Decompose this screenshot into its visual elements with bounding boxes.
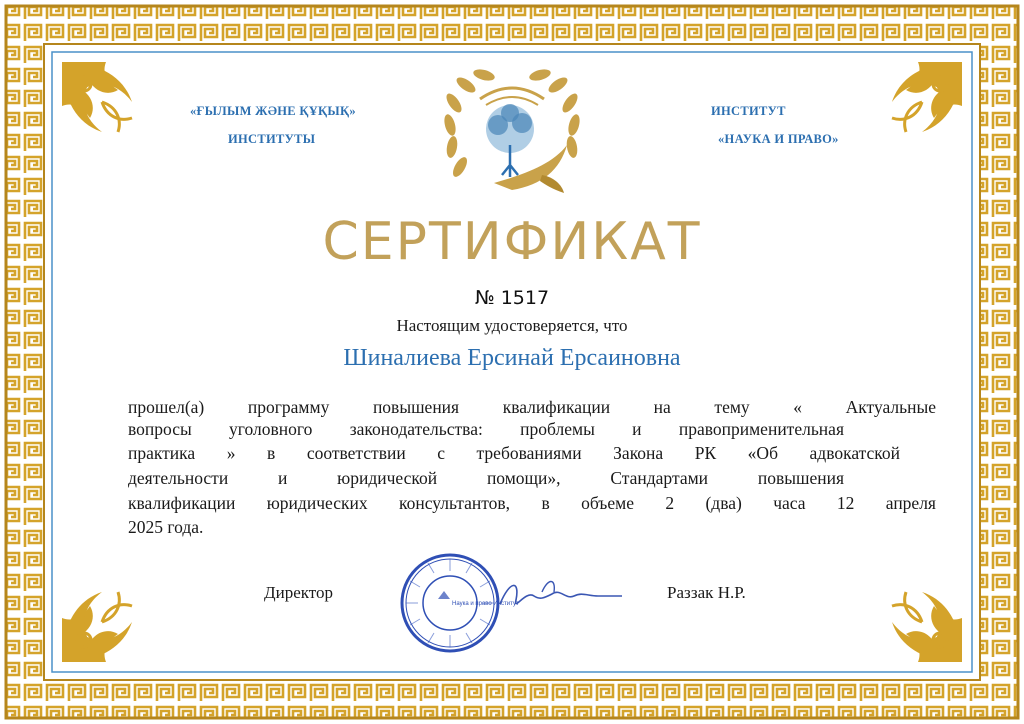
header-left-line1: «ҒЫЛЫМ ЖӘНЕ ҚҰҚЫҚ» bbox=[190, 104, 356, 118]
director-label: Директор bbox=[264, 583, 333, 602]
body-line-6: 2025 года. bbox=[128, 517, 204, 537]
certificate-title: СЕРТИФИКАТ bbox=[322, 212, 702, 272]
header-left-line2: ИНСТИТУТЫ bbox=[228, 132, 316, 146]
header-right-line1: ИНСТИТУТ bbox=[711, 104, 786, 118]
body-line-4: деятельности и юридической помощи», Стандартами повышения bbox=[128, 468, 844, 488]
body-line-1: прошел(а) программу повышения квалификации на тему « Актуальные bbox=[128, 397, 936, 417]
certificate-number: № 1517 bbox=[474, 287, 550, 309]
body-line-5: квалификации юридических консультантов, в объеме 2 (два) часа 12 апреля bbox=[128, 493, 936, 513]
body-line-2: вопросы уголовного законодательства: проблемы и правоприменительная bbox=[128, 419, 844, 439]
intro-text: Настоящим удостоверяется, что bbox=[396, 316, 628, 335]
recipient-name: Шиналиева Ерсинай Ерсаиновна bbox=[343, 345, 681, 371]
body-line-3: практика » в соответствии с требованиями Закона РК «Об адвокатской bbox=[128, 443, 900, 463]
signer-name: Раззак Н.Р. bbox=[667, 583, 746, 602]
header-right-line2: «НАУКА И ПРАВО» bbox=[718, 132, 839, 146]
stamp-center: Наука и право Институт bbox=[452, 601, 519, 607]
